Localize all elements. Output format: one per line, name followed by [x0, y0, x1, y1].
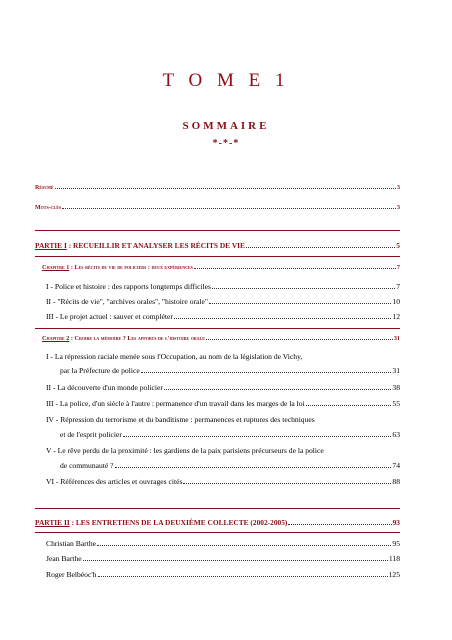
- leader-dots: [141, 366, 392, 373]
- toc-label: [42, 334, 205, 344]
- toc-entry-interview[interactable]: [46, 554, 400, 564]
- toc-page: 5: [396, 241, 400, 250]
- toc-page: 7: [396, 282, 400, 291]
- leader-dots: [246, 241, 395, 248]
- toc-entry-section[interactable]: [46, 282, 400, 292]
- toc-entry-resume[interactable]: [35, 182, 400, 193]
- divider: [35, 230, 400, 231]
- divider: [35, 328, 400, 329]
- toc-entry-partie-2[interactable]: [35, 518, 400, 528]
- toc-label: Christian Barthe: [46, 539, 96, 548]
- toc-entry-section-line[interactable]: V - Le rêve perdu de la proximité : les gardiens de la paix parisiens précurseurs de la police: [46, 446, 324, 455]
- toc-page: 31: [392, 366, 400, 375]
- leader-dots: [212, 282, 395, 289]
- toc-page: 88: [392, 477, 400, 486]
- divider: [35, 532, 400, 533]
- toc-entry-interview[interactable]: [46, 570, 400, 580]
- toc-label: Jean Barthe: [46, 554, 82, 563]
- toc-page: 7: [396, 264, 400, 271]
- toc-label: I - Police et histoire : des rapports longtemps difficiles: [46, 282, 211, 291]
- toc-entry-section[interactable]: [60, 461, 400, 471]
- toc-label: III - La police, d'un siècle à l'autre : permanence d'un travail dans les marges de la loi: [46, 399, 305, 408]
- separator: *-*-*: [212, 138, 240, 149]
- toc-entry-chapitre-1[interactable]: [42, 262, 400, 273]
- toc-page: 3: [397, 185, 400, 191]
- toc-entry-partie-1[interactable]: [35, 241, 400, 251]
- toc-entry-section[interactable]: [60, 430, 400, 440]
- tome-title: T O M E 1: [162, 70, 290, 91]
- leader-dots: [123, 430, 392, 437]
- chapter-key: Chapitre 1: [42, 264, 70, 271]
- leader-dots: [164, 383, 391, 390]
- toc-entry-section[interactable]: [46, 312, 400, 322]
- toc-entry-section[interactable]: [46, 297, 400, 307]
- toc-page: 38: [392, 383, 400, 392]
- toc-entry-chapitre-2[interactable]: [42, 333, 400, 344]
- toc-label: III - Le projet actuel : sauver et compléter: [46, 312, 173, 321]
- toc-page: 118: [388, 554, 400, 563]
- toc-label: Mots-clés: [35, 205, 62, 211]
- leader-dots: [115, 461, 392, 468]
- toc-label: [35, 518, 287, 528]
- leader-dots: [98, 570, 388, 577]
- leader-dots: [97, 539, 391, 546]
- toc-label: par la Préfecture de police: [60, 366, 140, 375]
- part-key: PARTIE I: [35, 241, 67, 250]
- leader-dots: [174, 312, 391, 319]
- divider: [35, 256, 400, 257]
- toc-entry-section[interactable]: [46, 383, 400, 393]
- toc-page: 10: [392, 297, 400, 306]
- part-title: : RECUEILLIR ET ANALYSER LES RÉCITS DE VIE: [66, 241, 245, 250]
- toc-entry-section[interactable]: [46, 477, 400, 487]
- leader-dots: [183, 477, 391, 484]
- divider: [35, 508, 400, 509]
- toc-label: [35, 241, 245, 251]
- leader-dots: [306, 399, 392, 406]
- sommaire-heading: SOMMAIRE: [182, 120, 270, 132]
- toc-entry-section[interactable]: [46, 399, 400, 409]
- toc-label: II - La découverte d'un monde policier: [46, 383, 163, 392]
- leader-dots: [206, 333, 393, 340]
- toc-page: 63: [392, 430, 400, 439]
- toc-label: de communauté ?: [60, 461, 114, 470]
- leader-dots: [55, 182, 396, 189]
- part-title: : LES ENTRETIENS DE LA DEUXIÈME COLLECTE (2002-2005): [69, 518, 288, 527]
- toc-label: VI - Références des articles et ouvrages cités: [46, 477, 183, 486]
- toc-entry-section-line[interactable]: I - La répression raciale menée sous l'Occupation, au nom de la législation de Vichy,: [46, 352, 303, 361]
- leader-dots: [288, 518, 391, 525]
- chapter-key: Chapitre 2: [42, 335, 70, 342]
- chapter-title: : Croire la mémoire ? Les apports de l'histoire orale: [69, 335, 205, 342]
- toc-page: 3: [397, 205, 400, 211]
- toc-entry-interview[interactable]: [46, 539, 400, 549]
- toc-entry-section[interactable]: [60, 366, 400, 376]
- toc-label: II - "Récits de vie", "archives orales", "histoire orale": [46, 297, 208, 306]
- toc-page: 12: [392, 312, 400, 321]
- leader-dots: [194, 262, 396, 269]
- toc-label: Résumé: [35, 185, 54, 191]
- leader-dots: [83, 554, 388, 561]
- toc-entry-mots-cles[interactable]: [35, 202, 400, 213]
- toc-page: 95: [392, 539, 400, 548]
- part-key: PARTIE II: [35, 518, 70, 527]
- toc-page: 93: [392, 518, 400, 527]
- leader-dots: [62, 202, 396, 209]
- leader-dots: [209, 297, 391, 304]
- toc-label: et de l'esprit policier: [60, 430, 122, 439]
- chapter-title: : Les récits de vie de policiers : deux expériences: [69, 264, 193, 271]
- toc-entry-section-line[interactable]: IV - Répression du terrorisme et du banditisme : permanences et ruptures des techniques: [46, 415, 315, 424]
- toc-page: 125: [388, 570, 400, 579]
- toc-page: 55: [392, 399, 400, 408]
- toc-page: 74: [392, 461, 400, 470]
- toc-page: 31: [393, 335, 400, 342]
- toc-label: Roger Belbéoc'h: [46, 570, 97, 579]
- toc-label: [42, 263, 193, 273]
